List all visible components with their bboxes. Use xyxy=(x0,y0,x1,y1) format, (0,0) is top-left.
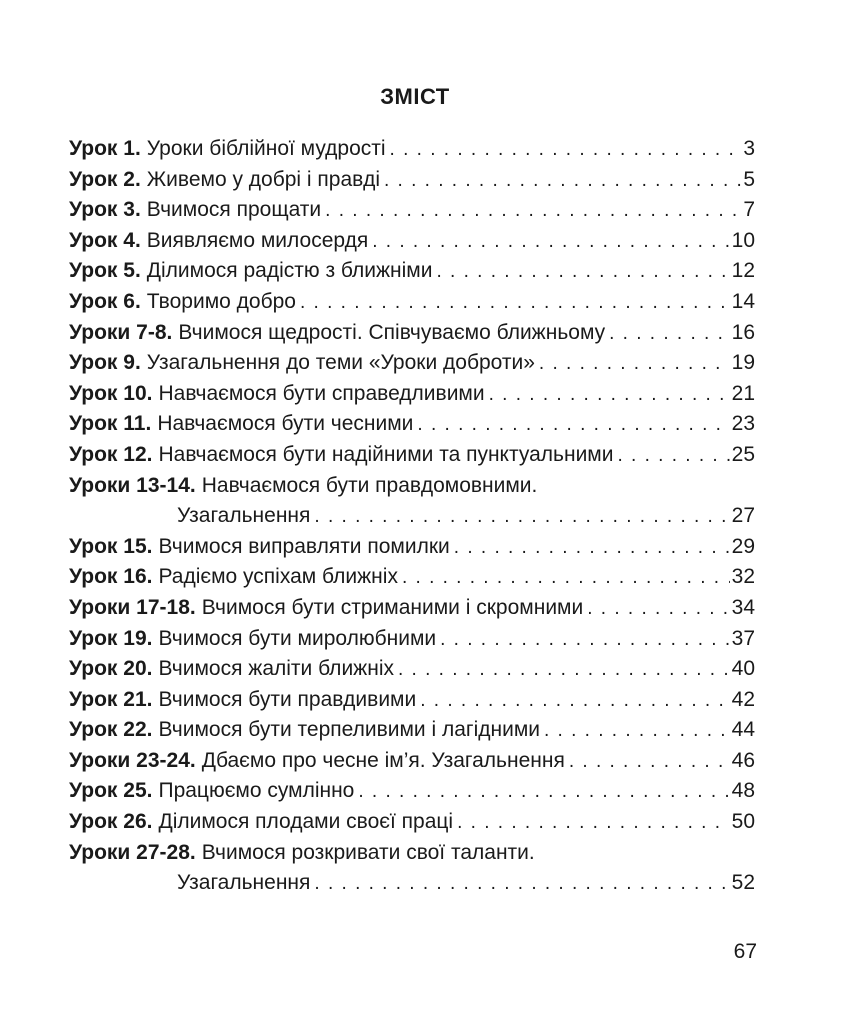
lesson-label: Урок 21. xyxy=(69,687,153,711)
toc-page-number: 27 xyxy=(731,504,755,528)
lesson-title: Ділимося радістю з ближніми xyxy=(146,259,433,283)
dot-leader xyxy=(314,874,729,893)
lesson-label: Уроки 27-28. xyxy=(69,840,196,864)
lesson-label: Урок 22. xyxy=(69,718,153,742)
dot-leader xyxy=(372,232,729,251)
lesson-title: Вчимося бути терпеливими і лагідними xyxy=(158,718,540,742)
toc-page-number: 5 xyxy=(743,167,755,191)
lesson-title: Вчимося жаліти ближніх xyxy=(158,657,394,681)
lesson-title: Вчимося прощати xyxy=(146,198,322,222)
lesson-label: Урок 3. xyxy=(69,198,141,222)
lesson-title: Навчаємося бути надійними та пунктуальними xyxy=(158,442,614,466)
toc-entry xyxy=(69,779,755,810)
dot-leader xyxy=(417,415,729,434)
toc-entry-continuation xyxy=(69,504,755,535)
lesson-title: Виявляємо милосердя xyxy=(146,228,369,252)
toc-entry xyxy=(69,474,755,505)
toc-entry xyxy=(69,627,755,658)
toc-entry-continuation xyxy=(69,871,755,902)
toc-page-number: 23 xyxy=(731,412,755,436)
toc-entry xyxy=(69,137,755,168)
toc-page-number: 29 xyxy=(731,534,755,558)
lesson-title: Вчимося бути стриманими і скромними xyxy=(201,595,584,619)
lesson-label: Урок 19. xyxy=(69,626,153,650)
dot-leader xyxy=(440,630,730,649)
toc-page-number: 3 xyxy=(743,137,755,160)
dot-leader xyxy=(398,660,730,679)
lesson-label: Урок 9. xyxy=(69,351,141,375)
toc-entry xyxy=(69,443,755,474)
lesson-title: Навчаємося бути справедливими xyxy=(158,381,485,405)
lesson-label: Урок 1. xyxy=(69,137,141,160)
table-of-contents xyxy=(69,137,755,902)
dot-leader xyxy=(325,201,741,220)
lesson-title: Вчимося бути миролюбними xyxy=(158,626,437,650)
toc-page-number: 50 xyxy=(731,810,755,834)
lesson-title: Ділимося плодами своєї праці xyxy=(158,810,454,834)
lesson-label: Урок 2. xyxy=(69,167,141,191)
dot-leader xyxy=(300,293,730,312)
lesson-title: Працюємо сумлінно xyxy=(158,779,355,803)
dot-leader xyxy=(544,721,730,740)
lesson-title-continuation: Узагальнення xyxy=(177,871,311,895)
dot-leader xyxy=(609,324,730,343)
toc-entry xyxy=(69,535,755,566)
dot-leader xyxy=(358,782,729,801)
lesson-label: Уроки 17-18. xyxy=(69,595,196,619)
toc-entry xyxy=(69,841,755,872)
lesson-label: Урок 10. xyxy=(69,381,153,405)
toc-entry xyxy=(69,749,755,780)
lesson-label: Урок 5. xyxy=(69,259,141,283)
toc-entry xyxy=(69,596,755,627)
lesson-title: Уроки біблійної мудрості xyxy=(146,137,386,160)
toc-entry xyxy=(69,688,755,719)
toc-page-number: 19 xyxy=(731,351,755,375)
lesson-title: Узагальнення до теми «Уроки доброти» xyxy=(146,351,535,375)
lesson-label: Урок 4. xyxy=(69,228,141,252)
lesson-title-continuation: Узагальнення xyxy=(177,504,311,528)
toc-entry xyxy=(69,412,755,443)
toc-page-number: 52 xyxy=(731,871,755,895)
lesson-title: Вчимося бути правдивими xyxy=(158,687,417,711)
dot-leader xyxy=(539,354,730,373)
toc-entry xyxy=(69,259,755,290)
lesson-label: Урок 6. xyxy=(69,289,141,313)
toc-page-number: 40 xyxy=(731,657,755,681)
lesson-label: Урок 12. xyxy=(69,442,153,466)
lesson-label: Уроки 13-14. xyxy=(69,473,196,497)
lesson-label: Урок 26. xyxy=(69,810,153,834)
lesson-label: Урок 11. xyxy=(69,412,152,436)
lesson-label: Урок 25. xyxy=(69,779,153,803)
toc-page-number: 34 xyxy=(731,595,755,619)
toc-page-number: 21 xyxy=(731,381,755,405)
toc-page-number: 25 xyxy=(731,442,755,466)
dot-leader xyxy=(587,599,729,618)
lesson-title: Творимо добро xyxy=(146,289,296,313)
toc-page-number: 37 xyxy=(731,626,755,650)
dot-leader xyxy=(489,385,730,404)
toc-entry xyxy=(69,290,755,321)
toc-entry xyxy=(69,321,755,352)
page-number: 67 xyxy=(733,940,757,963)
toc-page-number: 7 xyxy=(743,198,755,222)
lesson-title: Навчаємося бути чесними xyxy=(157,412,414,436)
toc-page-number: 32 xyxy=(731,565,755,589)
lesson-label: Урок 20. xyxy=(69,657,153,681)
lesson-title: Навчаємося бути правдомовними. xyxy=(201,473,538,497)
toc-page-number: 12 xyxy=(731,259,755,283)
dot-leader xyxy=(420,691,729,710)
dot-leader xyxy=(569,752,730,771)
lesson-label: Урок 15. xyxy=(69,534,153,558)
dot-leader xyxy=(384,171,741,190)
toc-page-number: 46 xyxy=(731,748,755,772)
dot-leader xyxy=(436,262,729,281)
lesson-title: Вчимося розкривати свої таланти. xyxy=(201,840,535,864)
toc-entry xyxy=(69,168,755,199)
page-title: ЗМІСТ xyxy=(380,84,450,109)
lesson-title: Дбаємо про чесне ім’я. Узагальнення xyxy=(201,748,565,772)
toc-entry xyxy=(69,718,755,749)
dot-leader xyxy=(390,140,742,159)
toc-entry xyxy=(69,565,755,596)
toc-entry xyxy=(69,229,755,260)
lesson-label: Уроки 23-24. xyxy=(69,748,196,772)
toc-entry xyxy=(69,198,755,229)
lesson-label: Уроки 7-8. xyxy=(69,320,173,344)
toc-page-number: 42 xyxy=(731,687,755,711)
dot-leader xyxy=(617,446,729,465)
toc-entry xyxy=(69,657,755,688)
lesson-label: Урок 16. xyxy=(69,565,153,589)
toc-entry xyxy=(69,382,755,413)
toc-page-number: 44 xyxy=(731,718,755,742)
toc-page-number: 48 xyxy=(731,779,755,803)
lesson-title: Живемо у добрі і правді xyxy=(146,167,380,191)
lesson-title: Вчимося виправляти помилки xyxy=(158,534,450,558)
toc-page-number: 14 xyxy=(731,289,755,313)
lesson-title: Вчимося щедрості. Співчуваємо ближньому xyxy=(178,320,606,344)
dot-leader xyxy=(402,568,730,587)
toc-page-number: 16 xyxy=(731,320,755,344)
dot-leader xyxy=(314,507,729,526)
dot-leader xyxy=(457,813,730,832)
lesson-title: Радіємо успіхам ближніх xyxy=(158,565,398,589)
toc-page-number: 10 xyxy=(731,228,755,252)
dot-leader xyxy=(454,538,730,557)
toc-entry xyxy=(69,810,755,841)
toc-entry xyxy=(69,351,755,382)
